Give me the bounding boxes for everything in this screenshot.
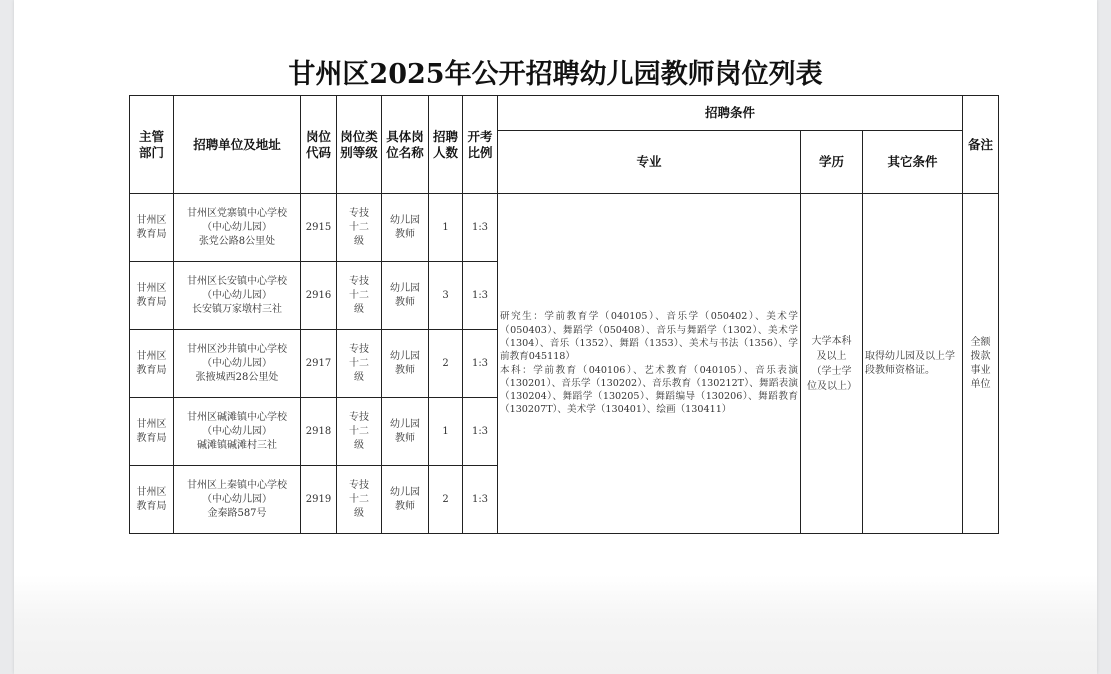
cell-post-name: 幼儿园教师 [382,398,429,466]
cell-post-level: 专技十二级 [337,262,382,330]
cell-count: 1 [429,194,463,262]
cell-post-code: 2916 [301,262,337,330]
cell-remarks: 全额拨款事业单位 [963,194,999,534]
cell-post-code: 2915 [301,194,337,262]
cell-ratio: 1:3 [463,466,498,534]
cell-unit-address [174,194,301,262]
unit-name: 甘州区党寨镇中心学校 [187,207,287,219]
cell-post-name: 幼儿园教师 [382,262,429,330]
unit-sub: （中心幼儿园） [202,289,272,301]
unit-sub: （中心幼儿园） [202,357,272,369]
cell-department: 甘州区教育局 [130,398,174,466]
unit-name: 甘州区碱滩镇中心学校 [187,411,287,423]
cell-major [498,194,801,534]
cell-department: 甘州区教育局 [130,194,174,262]
cell-post-code: 2919 [301,466,337,534]
unit-address: 张党公路8公里处 [198,235,276,247]
unit-address: 金秦路587号 [207,507,267,519]
cell-post-level: 专技十二级 [337,330,382,398]
cell-unit-address [174,262,301,330]
cell-post-level: 专技十二级 [337,466,382,534]
cell-unit-address [174,398,301,466]
unit-address: 长安镇万家墩村三社 [192,303,282,315]
header-post-code: 岗位代码 [301,96,337,194]
cell-post-code: 2917 [301,330,337,398]
cell-department: 甘州区教育局 [130,330,174,398]
cell-post-name: 幼儿园教师 [382,194,429,262]
cell-post-name: 幼儿园教师 [382,466,429,534]
unit-address: 张掖城西28公里处 [195,371,279,383]
cell-count: 3 [429,262,463,330]
table-row [130,194,999,262]
cell-count: 1 [429,398,463,466]
cell-ratio: 1:3 [463,262,498,330]
header-department: 主管部门 [130,96,174,194]
cell-ratio: 1:3 [463,194,498,262]
cell-unit-address [174,330,301,398]
cell-department: 甘州区教育局 [130,466,174,534]
header-ratio: 开考比例 [463,96,498,194]
cell-ratio: 1:3 [463,330,498,398]
unit-sub: （中心幼儿园） [202,221,272,233]
cell-count: 2 [429,466,463,534]
unit-name: 甘州区沙井镇中心学校 [187,343,287,355]
major-graduate: 研究生：学前教育学（040105）、音乐学（050402）、美术学（050403）、舞蹈学（050408）、音乐与舞蹈学（1302）、美术学（1304）、音乐（1352）、舞蹈（1353）、美术与书法（1356）、学前教育045118） [500,311,798,363]
cell-education: 大学本科及以上（学士学位及以上） [801,194,863,534]
major-undergraduate: 本科：学前教育（040106）、艺术教育（040105）、音乐表演（130201）、音乐学（130202）、音乐教育（130212T）、舞蹈表演（130204）、舞蹈学（130205）、舞蹈编导（130206）、舞蹈教育（130207T）、美术学（130401）、绘画（130411） [500,364,798,416]
unit-name: 甘州区上秦镇中心学校 [187,479,287,491]
header-unit-address: 招聘单位及地址 [174,96,301,194]
header-count: 招聘人数 [429,96,463,194]
unit-sub: （中心幼儿园） [202,493,272,505]
cell-count: 2 [429,330,463,398]
recruitment-table [129,95,999,534]
header-post-name: 具体岗位名称 [382,96,429,194]
header-conditions: 招聘条件 [498,96,963,131]
cell-post-level: 专技十二级 [337,194,382,262]
header-post-level: 岗位类别等级 [337,96,382,194]
header-other: 其它条件 [863,131,963,194]
unit-name: 甘州区长安镇中心学校 [187,275,287,287]
cell-department: 甘州区教育局 [130,262,174,330]
cell-other: 取得幼儿园及以上学段教师资格证。 [863,194,963,534]
cell-unit-address [174,466,301,534]
unit-sub: （中心幼儿园） [202,425,272,437]
header-education: 学历 [801,131,863,194]
cell-post-level: 专技十二级 [337,398,382,466]
header-remarks: 备注 [963,96,999,194]
header-major: 专业 [498,131,801,194]
cell-post-code: 2918 [301,398,337,466]
cell-post-name: 幼儿园教师 [382,330,429,398]
page-title: 甘州区2025年公开招聘幼儿园教师岗位列表 [288,59,823,90]
unit-address: 碱滩镇碱滩村三社 [197,439,277,451]
cell-ratio: 1:3 [463,398,498,466]
